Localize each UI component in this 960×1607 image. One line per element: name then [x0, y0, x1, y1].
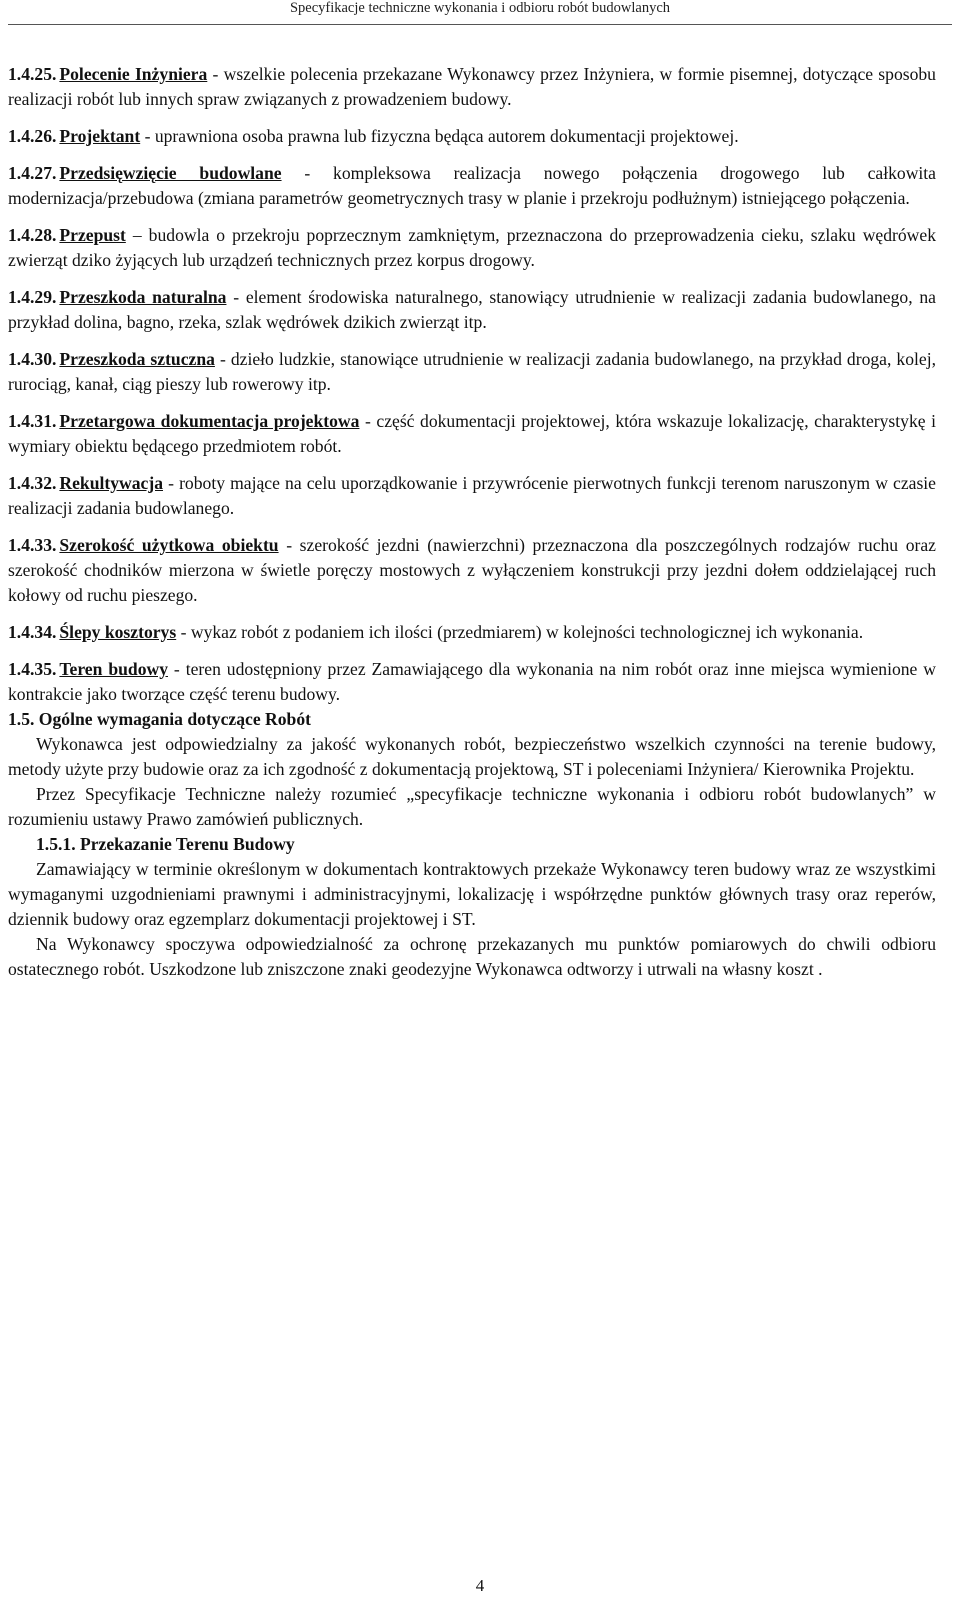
- definition-term: Polecenie Inżyniera: [59, 64, 208, 84]
- definition-text: - uprawniona osoba prawna lub fizyczna będąca autorem dokumentacji projektowej.: [140, 126, 739, 146]
- definition-number: 1.4.35.: [8, 659, 57, 679]
- paragraph: Zamawiający w terminie określonym w dokumentach kontraktowych przekaże Wykonawcy teren budowy wraz ze wszystkimi wymaganymi uzgodnieniami prawnymi i administracyjnymi, lokalizację i współrzędne punktów głównych trasy oraz reperów, dziennik budowy oraz egzemplarz dokumentacji projektowej i ST.: [8, 859, 936, 929]
- definition-item: [8, 533, 936, 608]
- definition-text: – budowla o przekroju poprzecznym zamkniętym, przeznaczona do przeprowadzenia cieku, szlaku wędrówek zwierząt dziko żyjących lub urządzeń technicznych przez korpus drogowy.: [8, 225, 936, 270]
- page-number: 4: [475, 1576, 485, 1595]
- definition-number: 1.4.27.: [8, 163, 57, 183]
- definition-text: - dzieło ludzkie, stanowiące utrudnienie w realizacji zadania budowlanego, na przykład droga, kolej, rurociąg, kanał, ciąg pieszy lub rowerowy itp.: [8, 349, 936, 394]
- definition-number: 1.4.34.: [8, 622, 57, 642]
- definition-item: [8, 161, 936, 211]
- definition-text: - roboty mające na celu uporządkowanie i przywrócenie pierwotnych funkcji terenom naruszonym w czasie realizacji zadania budowlanego.: [8, 473, 936, 518]
- definition-number: 1.4.32.: [8, 473, 57, 493]
- definition-text: - kompleksowa realizacja nowego połączenia drogowego lub całkowita modernizacja/przebudowa (zmiana parametrów geometrycznych trasy w planie i przekroju podłużnym) istniejącego połączenia.: [8, 163, 936, 208]
- definition-term: Rekultywacja: [59, 473, 163, 493]
- definition-text: - teren udostępniony przez Zamawiającego dla wykonania na nim robót oraz inne miejsca wymienione w kontrakcie jako tworzące część terenu budowy.: [8, 659, 936, 704]
- definition-number: 1.4.31.: [8, 411, 57, 431]
- definition-term: Teren budowy: [59, 659, 168, 679]
- definition-number: 1.4.25.: [8, 64, 57, 84]
- definition-item: [8, 223, 936, 273]
- definition-text: - szerokość jezdni (nawierzchni) przeznaczona dla poszczególnych rodzajów ruchu oraz szerokość chodników mierzona w świetle poręczy mostowych z wyłączeniem konstrukcji przy jezdni dołem oddzielającej ruch kołowy od ruchu pieszego.: [8, 535, 936, 605]
- definition-term: Ślepy kosztorys: [59, 622, 177, 642]
- definition-number: 1.4.28.: [8, 225, 57, 245]
- definition-text: - wykaz robót z podaniem ich ilości (przedmiarem) w kolejności technologicznej ich wykonania.: [176, 622, 864, 642]
- definition-number: 1.4.26.: [8, 126, 57, 146]
- paragraph: Na Wykonawcy spoczywa odpowiedzialność za ochronę przekazanych mu punktów pomiarowych do chwili odbioru ostatecznego robót. Uszkodzone lub zniszczone znaki geodezyjne Wykonawca odtworzy i utrwali na własny koszt .: [8, 934, 936, 979]
- definition-number: 1.4.29.: [8, 287, 57, 307]
- definition-term: Projektant: [59, 126, 141, 146]
- document-body: [8, 62, 936, 982]
- definition-item: [8, 62, 936, 112]
- paragraph: Przez Specyfikacje Techniczne należy rozumieć „specyfikacje techniczne wykonania i odbioru robót budowlanych” w rozumieniu ustawy Prawo zamówień publicznych.: [8, 784, 936, 829]
- definition-term: Przetargowa dokumentacja projektowa: [59, 411, 360, 431]
- definition-term: Szerokość użytkowa obiektu: [59, 535, 279, 555]
- definition-item: [8, 620, 936, 645]
- definition-number: 1.4.30.: [8, 349, 57, 369]
- header-divider: [8, 24, 952, 25]
- paragraph: Wykonawca jest odpowiedzialny za jakość wykonanych robót, bezpieczeństwo wszelkich czynności na terenie budowy, metody użyte przy budowie oraz za ich zgodność z dokumentacją projektową, ST i poleceniami Inżyniera/ Kierownika Projektu.: [8, 734, 936, 779]
- definition-item: [8, 657, 936, 707]
- running-header: Specyfikacje techniczne wykonania i odbioru robót budowlanych: [289, 0, 671, 16]
- definition-item: [8, 285, 936, 335]
- subsection-heading: 1.5.1. Przekazanie Terenu Budowy: [36, 834, 295, 854]
- definition-term: Przepust: [59, 225, 126, 245]
- definition-term: Przeszkoda sztuczna: [59, 349, 215, 369]
- definition-text: - część dokumentacji projektowej, która wskazuje lokalizację, charakterystykę i wymiary obiektu będącego przedmiotem robót.: [8, 411, 936, 456]
- definition-item: [8, 347, 936, 397]
- section-heading: 1.5. Ogólne wymagania dotyczące Robót: [8, 709, 311, 729]
- definition-term: Przeszkoda naturalna: [59, 287, 227, 307]
- definition-item: [8, 124, 936, 149]
- definition-number: 1.4.33.: [8, 535, 57, 555]
- definition-item: [8, 409, 936, 459]
- definition-term: Przedsięwzięcie budowlane: [59, 163, 282, 183]
- definition-text: - element środowiska naturalnego, stanowiący utrudnienie w realizacji zadania budowlanego, na przykład dolina, bagno, rzeka, szlak wędrówek dzikich zwierząt itp.: [8, 287, 936, 332]
- definition-item: [8, 471, 936, 521]
- definition-text: - wszelkie polecenia przekazane Wykonawcy przez Inżyniera, w formie pisemnej, dotyczące sposobu realizacji robót lub innych spraw związanych z prowadzeniem budowy.: [8, 64, 936, 109]
